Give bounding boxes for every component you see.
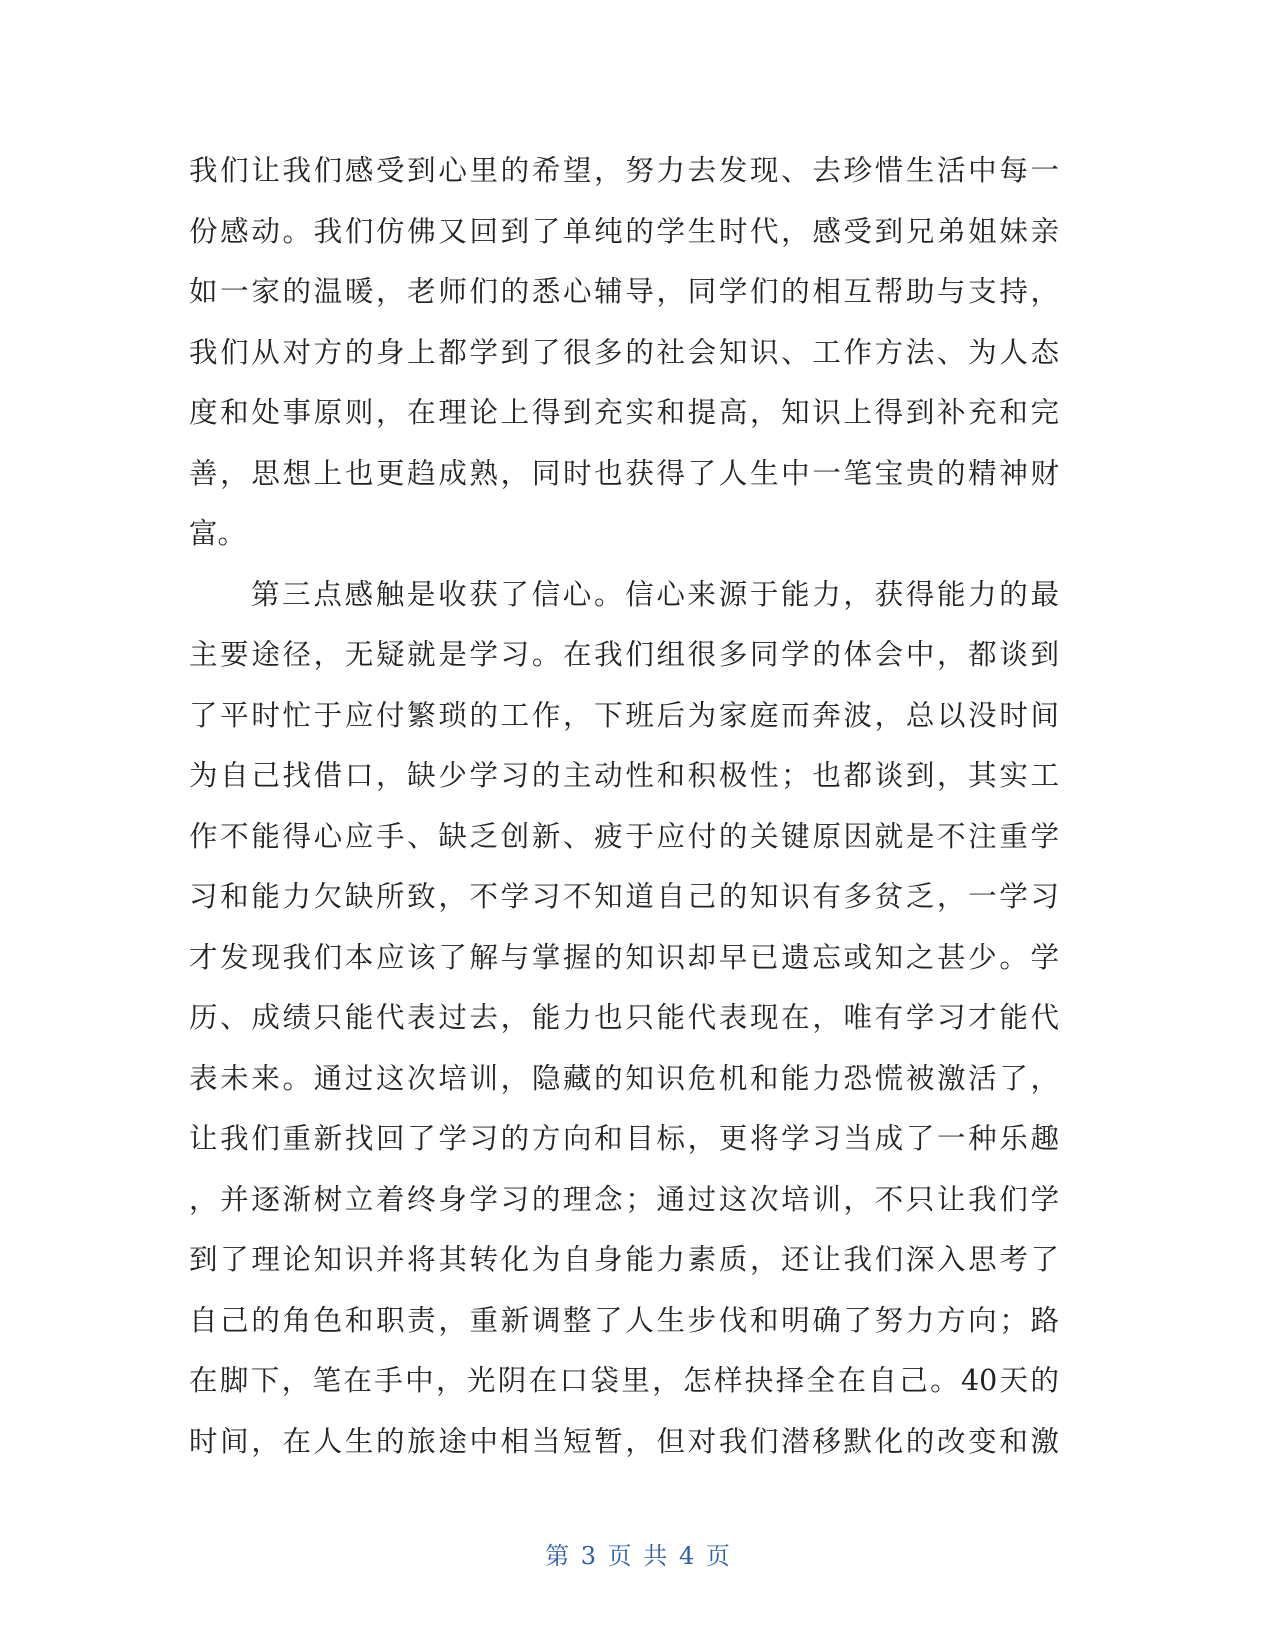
text-line: ，并逐渐树立着终身学习的理念；通过这次培训，不只让我们学 <box>189 1182 1059 1216</box>
text-line: 历、成绩只能代表过去，能力也只能代表现在，唯有学习才能代 <box>189 1001 1059 1034</box>
text-line: 我们让我们感受到心里的希望，努力去发现、去珍惜生活中每一 <box>189 154 1059 187</box>
text-line: 为自己找借口，缺少学习的主动性和积极性；也都谈到，其实工 <box>189 759 1059 792</box>
text-line: 如一家的温暖，老师们的悉心辅导，同学们的相互帮助与支持， <box>189 275 1059 308</box>
text-line: 表未来。通过这次培训，隐藏的知识危机和能力恐慌被激活了， <box>189 1061 1059 1095</box>
text-line: 在脚下，笔在手中，光阴在口袋里，怎样抉择全在自己。40天的 <box>189 1364 1059 1397</box>
text-line: 富。 <box>189 517 247 550</box>
text-line: 善，思想上也更趋成熟，同时也获得了人生中一笔宝贵的精神财 <box>189 456 1059 490</box>
text-line: 才发现我们本应该了解与掌握的知识却早已遗忘或知之甚少。学 <box>189 940 1059 974</box>
text-line: 主要途径，无疑就是学习。在我们组很多同学的体会中，都谈到 <box>189 638 1059 671</box>
text-line: 作不能得心应手、缺乏创新、疲于应付的关键原因就是不注重学 <box>189 819 1059 853</box>
text-line: 习和能力欠缺所致，不学习不知道自己的知识有多贫乏，一学习 <box>189 880 1059 913</box>
text-line: 自己的角色和职责，重新调整了人生步伐和明确了努力方向；路 <box>189 1303 1059 1337</box>
text-line: 份感动。我们仿佛又回到了单纯的学生时代，感受到兄弟姐妹亲 <box>189 214 1059 248</box>
text-line: 我们从对方的身上都学到了很多的社会知识、工作方法、为人态 <box>189 335 1059 369</box>
text-line: 到了理论知识并将其转化为自身能力素质，还让我们深入思考了 <box>189 1243 1059 1276</box>
page-number-footer: 第 3 页 共 4 页 <box>545 1542 730 1570</box>
body-text <box>189 148 1059 1479</box>
text-line: 让我们重新找回了学习的方向和目标，更将学习当成了一种乐趣 <box>189 1122 1059 1155</box>
text-line: 时间，在人生的旅途中相当短暂，但对我们潜移默化的改变和激 <box>189 1424 1059 1458</box>
paragraph-start-line: 第三点感触是收获了信心。信心来源于能力，获得能力的最 <box>251 577 1059 611</box>
text-line: 度和处事原则，在理论上得到充实和提高，知识上得到补充和完 <box>189 396 1059 429</box>
text-line: 了平时忙于应付繁琐的工作，下班后为家庭而奔波，总以没时间 <box>189 698 1059 732</box>
